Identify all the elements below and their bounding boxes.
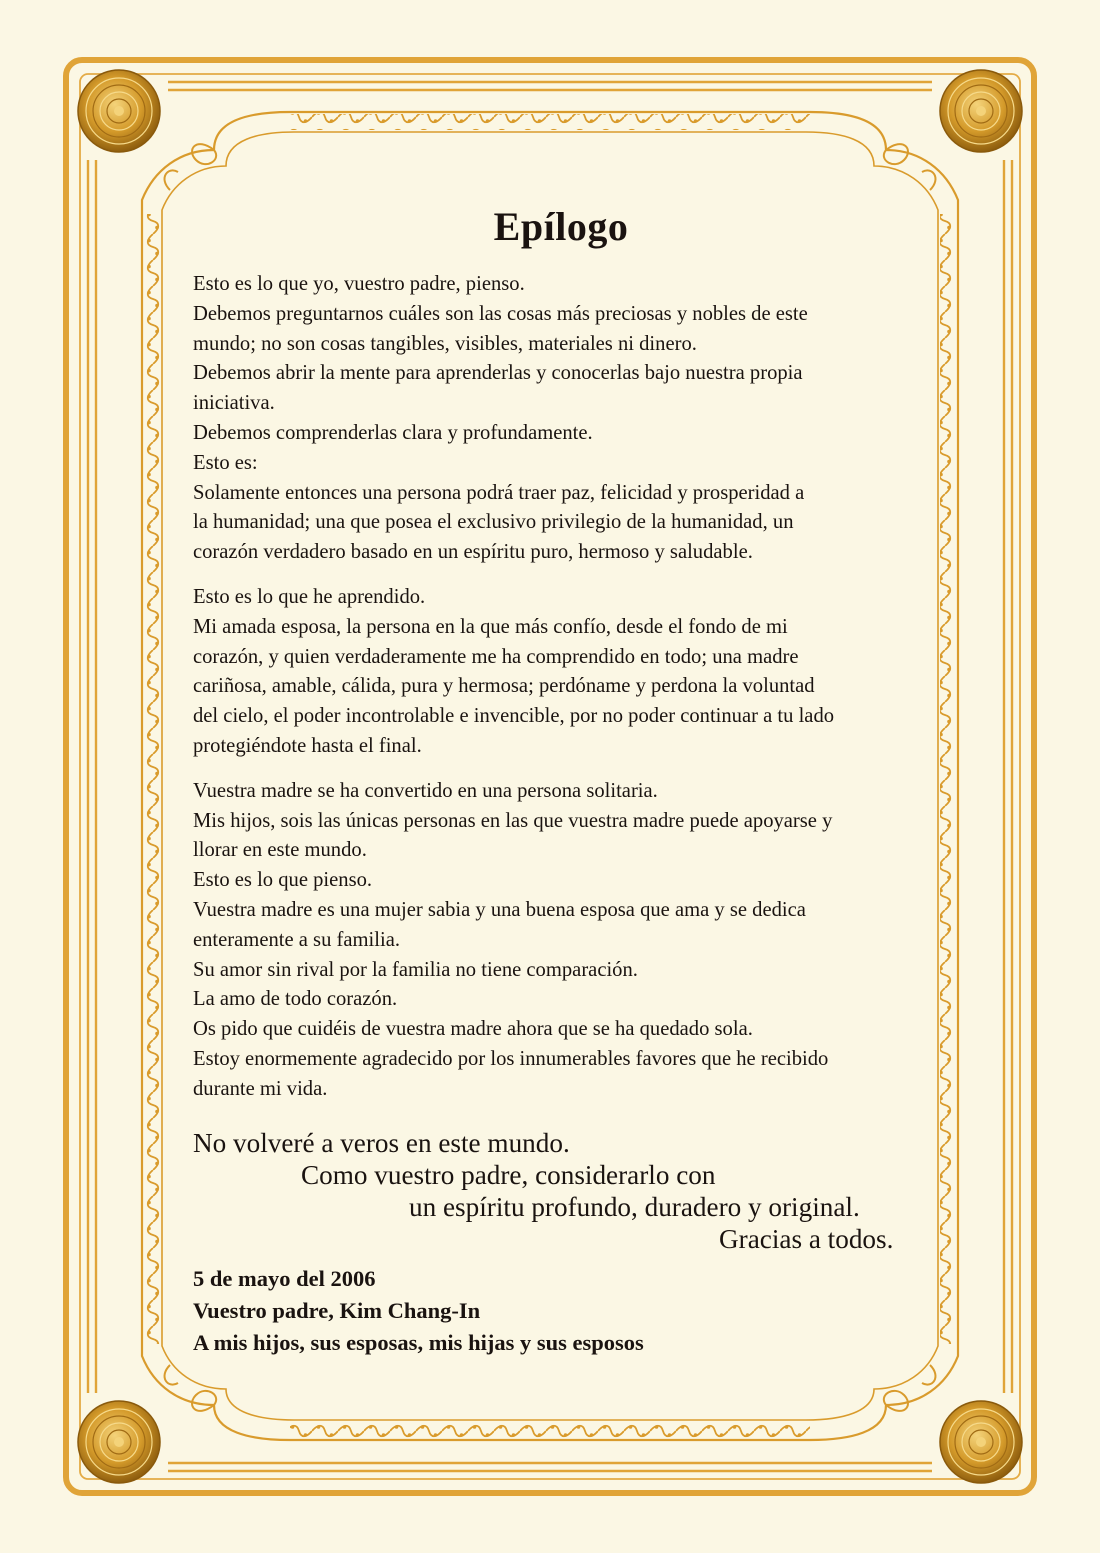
paragraph-line: Vuestra madre se ha convertido en una persona solitaria. [193, 779, 658, 802]
closing-poem [193, 1127, 923, 1255]
page-title: Epílogo [493, 204, 629, 249]
paragraph-line: Esto es: [193, 451, 258, 474]
paragraph-line: corazón verdadero basado en un espíritu puro, hermoso y saludable. [193, 541, 753, 564]
paragraph-line: del cielo, el poder incontrolable e invencible, por no poder continuar a tu lado [193, 705, 835, 728]
paragraph-line: Vuestra madre es una mujer sabia y una buena esposa que ama y se dedica [193, 898, 806, 921]
paragraph-line: enteramente a su familia. [193, 928, 400, 951]
paragraph-line: protegiéndote hasta el final. [193, 734, 422, 757]
paragraph-line: cariñosa, amable, cálida, pura y hermosa; perdóname y perdona la voluntad [193, 675, 815, 698]
paragraph-mother [193, 777, 923, 1105]
signoff-signature: Vuestro padre, Kim Chang-In [193, 1297, 481, 1323]
paragraph-wife [193, 583, 923, 762]
paragraph-line: Esto es lo que pienso. [193, 869, 373, 892]
paragraph-line: corazón, y quien verdaderamente me ha comprendido en todo; una madre [193, 645, 799, 668]
paragraph-line: durante mi vida. [193, 1077, 328, 1100]
paragraph-line: Mi amada esposa, la persona en la que más confío, desde el fondo de mi [193, 615, 788, 638]
paragraph-line: Esto es lo que yo, vuestro padre, pienso. [193, 273, 525, 295]
poem-line: Como vuestro padre, considerarlo con [301, 1159, 716, 1190]
paragraph-line: Debemos preguntarnos cuáles son las cosas más preciosas y nobles de este [193, 302, 808, 325]
paragraph-line: mundo; no son cosas tangibles, visibles, materiales ni dinero. [193, 332, 697, 355]
poem-line: No volveré a veros en este mundo. [193, 1127, 570, 1158]
paragraph-line: La amo de todo corazón. [193, 988, 398, 1011]
paragraph-line: Su amor sin rival por la familia no tiene comparación. [193, 958, 638, 981]
paragraph-line: Mis hijos, sois las únicas personas en las que vuestra madre puede apoyarse y [193, 809, 833, 832]
paragraph-line: Debemos comprenderlas clara y profundamente. [193, 421, 593, 444]
paragraph-line: Solamente entonces una persona podrá traer paz, felicidad y prosperidad a [193, 481, 805, 504]
letter-body [193, 200, 923, 1359]
signoff-addressees: A mis hijos, sus esposas, mis hijas y sus esposos [193, 1329, 644, 1355]
poem-line: Gracias a todos. [719, 1223, 894, 1254]
paragraph-line: Estoy enormemente agradecido por los innumerables favores que he recibido [193, 1047, 829, 1070]
signoff-date: 5 de mayo del 2006 [193, 1265, 376, 1291]
paragraph-line: iniciativa. [193, 392, 275, 415]
paragraph-line: Esto es lo que he aprendido. [193, 585, 426, 608]
signoff-block [193, 1263, 923, 1359]
paragraph-line: la humanidad; una que posea el exclusivo privilegio de la humanidad, un [193, 511, 794, 534]
paragraph-line: Os pido que cuidéis de vuestra madre ahora que se ha quedado sola. [193, 1018, 753, 1041]
paragraph-line: Debemos abrir la mente para aprenderlas y conocerlas bajo nuestra propia [193, 362, 803, 385]
paragraph-reflection [193, 270, 923, 568]
poem-line: un espíritu profundo, duradero y original. [409, 1191, 860, 1222]
paragraph-line: llorar en este mundo. [193, 839, 367, 862]
